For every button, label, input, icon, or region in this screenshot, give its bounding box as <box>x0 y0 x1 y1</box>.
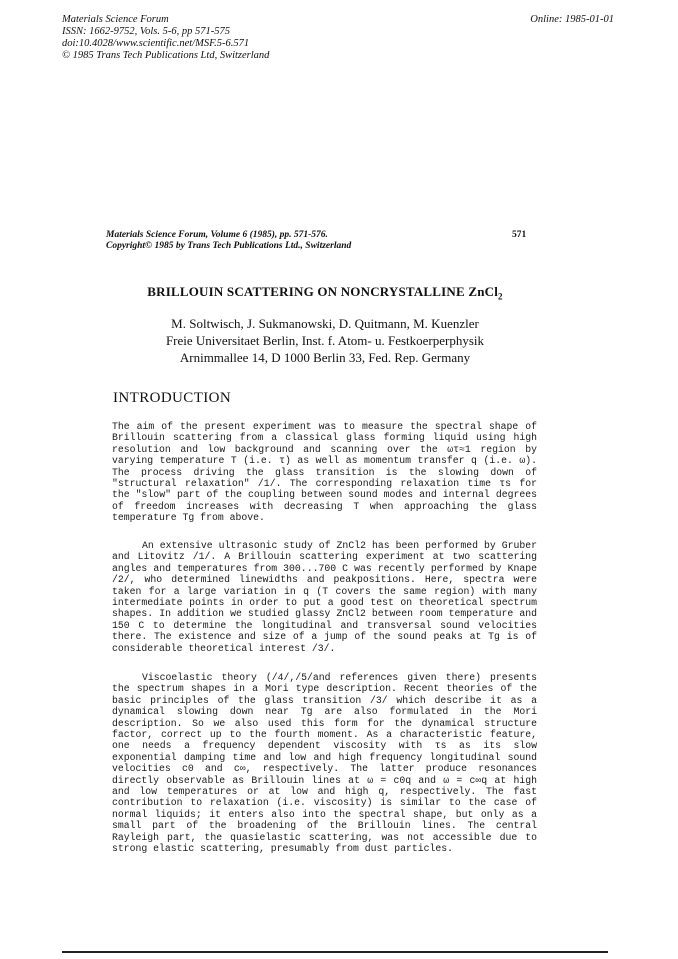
author-block <box>0 315 650 366</box>
author-names: M. Soltwisch, J. Sukmanowski, D. Quitmann, M. Kuenzler <box>171 316 479 331</box>
journal-name: Materials Science Forum <box>62 14 169 25</box>
source-line-1: Materials Science Forum, Volume 6 (1985), pp. 571-576. <box>106 230 328 240</box>
affiliation-line-2: Arnimmallee 14, D 1000 Berlin 33, Fed. Rep. Germany <box>179 350 471 365</box>
paragraph-1-text: The aim of the present experiment was to measure the spectral shape of Brillouin scattering from a classical glass forming liquid using high resolution and low background and scanning over the ωτ≈1 region by varying temperature T (i.e. τ) as well as momentum transfer q (i.e. ω). The process driving the glass transition is the slowing down of "structural relaxation" /1/. The corresponding relaxation time τs for the "slow" part of the coupling between sound modes and internal degrees of freedom increases with decreasing T when approaching the glass temperature Tg from above. <box>112 421 537 524</box>
copyright-line: © 1985 Trans Tech Publications Ltd, Switzerland <box>62 50 270 61</box>
affiliation-line-1: Freie Universitaet Berlin, Inst. f. Atom- u. Festkoerperphysik <box>165 333 485 348</box>
paper-title-text: BRILLOUIN SCATTERING ON NONCRYSTALLINE ZnCl <box>147 284 499 299</box>
paragraph-2 <box>112 540 537 654</box>
source-citation <box>106 230 351 252</box>
page-bottom-rule <box>62 951 608 953</box>
paragraph-3-text: Viscoelastic theory (/4/,/5/and references given there) presents the spectrum shapes in a Mori type description. Recent theories of the basic principles of the glass transition /3/ which describe it as a dynamical slowing down near Tg are also formulated in the Mori description. So we also used this form for the dynamical structure factor, correct up to the fourth moment. As a characteristic feature, one needs a frequency dependent viscosity with τs as its slow exponential damping time and low and high frequency longitudinal sound velocities c0 and c∞, respectively. The latter produce resonances directly observable as Brillouin lines at ω = c0q and ω = c∞q at high and low temperatures or at low and high q, respectively. The fast contribution to relaxation (i.e. viscosity) is similar to the case of normal liquids; it enters also into the spectral shape, but only as a small part of the broadening of the Brillouin lines. The central Rayleigh part, the quasielastic scattering, was not accessible due to strong elastic scattering, presumably from dust particles. <box>112 672 537 855</box>
online-date <box>530 14 614 26</box>
section-heading: INTRODUCTION <box>113 390 232 406</box>
doi-line[interactable]: doi:10.4028/www.scientific.net/MSF.5-6.571 <box>62 38 250 49</box>
paper-title <box>0 284 650 302</box>
page-number: 571 <box>512 230 527 240</box>
paragraph-1 <box>112 421 537 524</box>
source-line-2: Copyright© 1985 by Trans Tech Publications Ltd., Switzerland <box>106 241 352 251</box>
paragraph-3 <box>112 672 537 855</box>
issn-line: ISSN: 1662-9752, Vols. 5-6, pp 571-575 <box>62 26 230 37</box>
paragraph-2-text: An extensive ultrasonic study of ZnCl2 has been performed by Gruber and Litovitz /1/. A Brillouin scattering experiment at two scattering angles and temperatures from 300...700 C was recently performed by Knape /2/, who determined linewidths and peakpositions. Here, spectra were taken for a large variation in q (T covers the same region) with many intermediate points in order to put a good test on theoretical spectrum shapes. In addition we studied glassy ZnCl2 between room temperature and 150 C to determine the longitudinal and transversal sound velocities there. The existence and size of a jump of the sound peaks at Tg is of considerable theoretical interest /3/. <box>112 540 537 654</box>
paper-title-subscript: 2 <box>498 291 503 302</box>
journal-header <box>62 14 269 62</box>
online-date-text: Online: 1985-01-01 <box>530 14 614 25</box>
